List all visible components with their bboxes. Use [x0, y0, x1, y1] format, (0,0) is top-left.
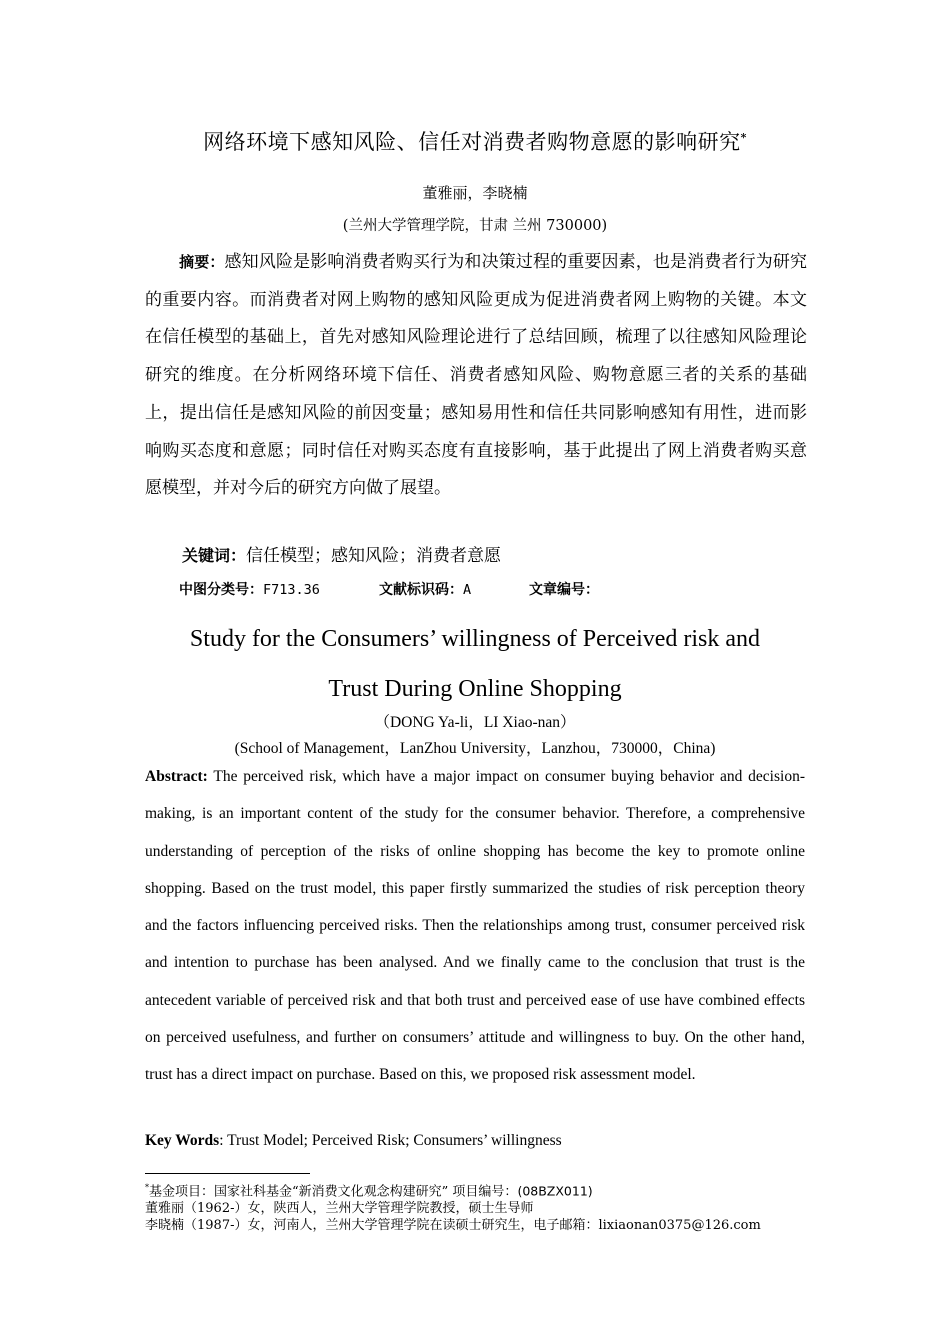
chinese-keywords: [182, 541, 501, 566]
english-title-line-1: Study for the Consumers’ willingness of Perceived risk and: [189, 626, 761, 652]
footnote-marker: *: [740, 131, 747, 144]
chinese-abstract-label: 摘要：: [179, 253, 225, 271]
chinese-abstract: [145, 244, 807, 508]
english-title: [0, 614, 950, 714]
english-abstract-text: The perceived risk, which have a major impact on consumer buying behavior and decision-making, is an important content of the study for the consumer behavior. Therefore, a comprehensive understanding of perception of the risks of online shopping has become the key to promote online shopping. Based on the trust model, this paper firstly summarized the studies of risk perception theory and the factors influencing perceived risks. Then the relationships among trust, consumer perceived risk and intention to purchase has been analysed. And we finally came to the conclusion that trust is the antecedent variable of perceived risk and that both trust and perceived ease of use have combined effects on perceived usefulness, and further on consumers’ attitude and willingness to buy. On the other hand, trust has a direct impact on purchase. Based on this, we proposed risk assessment model.: [145, 768, 805, 1084]
clc-label: 中图分类号：: [179, 582, 263, 598]
footnote-divider: [145, 1173, 310, 1174]
footnotes: [145, 1179, 825, 1234]
chinese-authors: 董雅丽，李晓楠: [422, 184, 528, 202]
footnote-fund-marker: *: [145, 1183, 149, 1192]
english-keywords-text: : Trust Model; Perceived Risk; Consumers’ willingness: [219, 1132, 562, 1149]
footnote-fund: [145, 1179, 825, 1200]
english-abstract: [145, 758, 805, 1094]
footnote-fund-code: (08BZX011): [517, 1183, 593, 1199]
chinese-title-text: 网络环境下感知风险、信任对消费者购物意愿的影响研究: [203, 130, 741, 154]
english-authors: （DONG Ya-li，LI Xiao-nan）: [374, 714, 576, 731]
english-affiliation: (School of Management，LanZhou University，Lanzhou，730000，China): [234, 740, 716, 757]
chinese-title: [0, 126, 950, 156]
english-abstract-label: Abstract:: [145, 768, 208, 785]
footnote-author-2: 李晓楠（1987-）女，河南人，兰州大学管理学院在读硕士研究生，电子邮箱：lixiaonan0375@126.com: [145, 1218, 761, 1234]
chinese-affiliation: (兰州大学管理学院，甘肃 兰州 730000): [342, 218, 608, 234]
doc-code-label: 文献标识码：: [379, 582, 463, 598]
english-keywords: [145, 1132, 562, 1150]
clc-value: F713.36: [263, 582, 320, 598]
footnote-author-1: 董雅丽（1962-）女，陕西人，兰州大学管理学院教授，硕士生导师: [145, 1201, 534, 1217]
english-keywords-label: Key Words: [145, 1132, 220, 1149]
doc-code-value: A: [463, 582, 472, 598]
chinese-keywords-label: 关键词：: [182, 546, 247, 565]
footnote-fund-text: 基金项目：国家社科基金“新消费文化观念构建研究” 项目编号：: [149, 1184, 518, 1200]
article-number-label: 文章编号：: [529, 582, 599, 598]
english-title-line-2: Trust During Online Shopping: [328, 676, 622, 702]
chinese-keywords-text: 信任模型；感知风险；消费者意愿: [246, 546, 502, 566]
chinese-abstract-text: 感知风险是影响消费者购买行为和决策过程的重要因素，也是消费者行为研究的重要内容。而消费者对网上购物的感知风险更成为促进消费者网上购物的关键。本文在信任模型的基础上，首先对感知风险理论进行了总结回顾，梳理了以往感知风险理论研究的维度。在分析网络环境下信任、消费者感知风险、购物意愿三者的关系的基础上，提出信任是感知风险的前因变量；感知易用性和信任共同影响感知有用性，进而影响购买态度和意愿；同时信任对购买态度有直接影响，基于此提出了网上消费者购买意愿模型，并对今后的研究方向做了展望。: [145, 252, 807, 499]
